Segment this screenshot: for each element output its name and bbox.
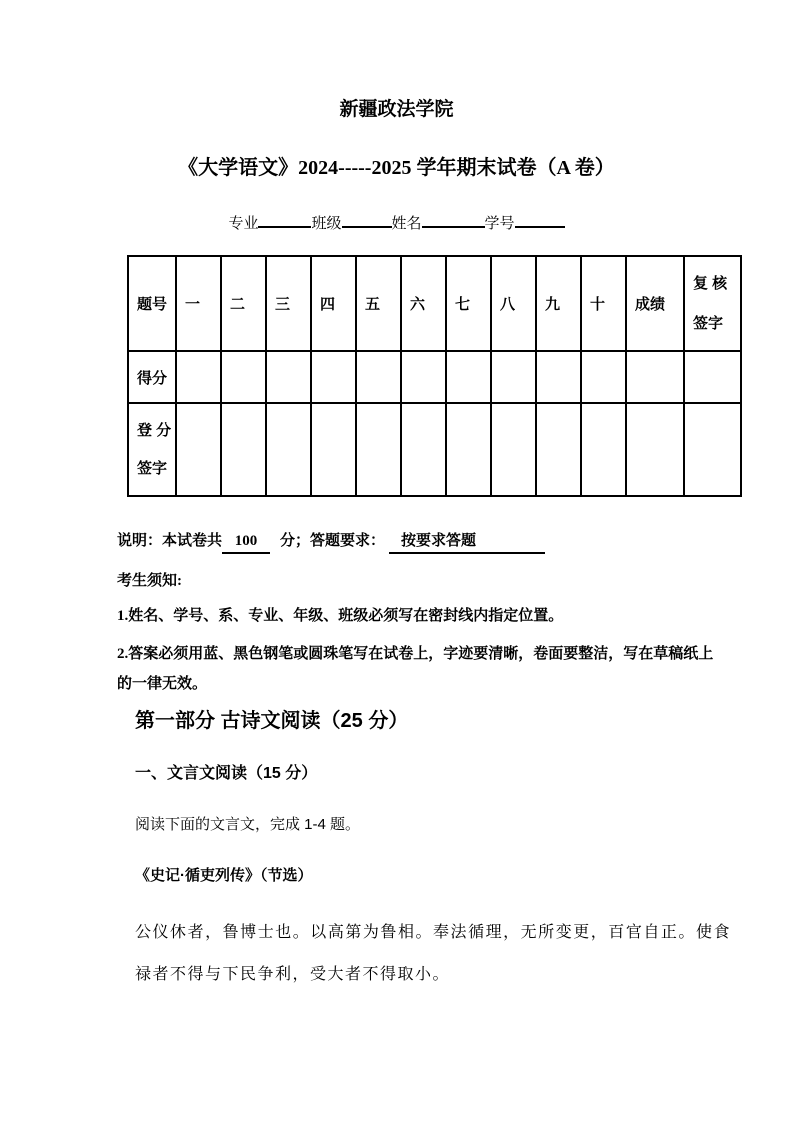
form-field-name [392,216,485,232]
question-column-5: 五 [356,256,401,351]
score-table-header-row [128,256,741,351]
exam-title: 《大学语文》2024-----2025 学年期末试卷（A 卷） [178,157,615,179]
major-blank-line [258,212,311,228]
score-cell [581,351,626,403]
question-column-1: 一 [176,256,221,351]
sign-row-label [128,403,176,496]
notice-item-1: 1.姓名、学号、系、专业、年级、班级必须写在密封线内指定位置。 [117,608,564,624]
total-points-blank [222,530,270,554]
note-suffix: 分；答题要求： [280,533,386,549]
sign-cell [356,403,401,496]
note-prefix: 说明：本试卷共 [117,533,223,549]
answer-requirement-blank [389,530,545,554]
major-label: 专业 [228,216,259,232]
student-id-blank-line [515,212,565,228]
sign-cell [221,403,266,496]
sign-cell [401,403,446,496]
score-cell [446,351,491,403]
score-cell [536,351,581,403]
score-cell [491,351,536,403]
passage-text: 公仪休者，鲁博士也。以高第为鲁相。奉法循理，无所变更，百官自正。使食禄者不得与下民争利，受大者不得取小。 [135,924,731,983]
question-column-8: 八 [491,256,536,351]
score-cell [311,351,356,403]
question-column-9: 九 [536,256,581,351]
student-info-form-line [0,212,793,235]
sign-row-line2: 签字 [137,459,168,477]
name-blank-line [422,212,485,228]
review-sign-column-header [684,256,741,351]
question-column-2: 二 [221,256,266,351]
sign-cell [446,403,491,496]
sign-cell [176,403,221,496]
review-sign-line2: 签字 [693,314,724,332]
score-cell [356,351,401,403]
form-field-class [311,216,391,232]
sign-cell [684,403,741,496]
question-column-6: 六 [401,256,446,351]
form-field-major [228,216,311,232]
score-table [127,255,742,497]
answer-requirement-value: 按要求答题 [401,533,477,549]
notice-item-2: 2.答案必须用蓝、黑色钢笔或圆珠笔写在试卷上，字迹要清晰，卷面要整洁，写在草稿纸上的一律无效。 [117,646,714,692]
notice-title: 考生须知: [117,573,182,589]
question-column-4: 四 [311,256,356,351]
sign-cell [536,403,581,496]
student-id-label: 学号 [484,216,515,232]
score-column-header: 成绩 [626,256,684,351]
class-label: 班级 [311,216,342,232]
school-name: 新疆政法学院 [339,99,454,120]
score-cell [684,351,741,403]
class-blank-line [342,212,392,228]
question-number-corner-cell: 题号 [128,256,176,351]
sign-cell [491,403,536,496]
sign-cell [626,403,684,496]
question-column-7: 七 [446,256,491,351]
exam-note-line [117,530,793,554]
score-row-label: 得分 [128,351,176,403]
question-column-3: 三 [266,256,311,351]
score-cell [266,351,311,403]
source-title: 《史记·循吏列传》（节选） [135,867,313,884]
form-field-student-id [485,216,565,232]
sign-row-line1: 登 分 [137,421,172,439]
sign-cell [311,403,356,496]
score-cell [626,351,684,403]
sign-cell [266,403,311,496]
review-sign-line1: 复 核 [693,274,728,292]
sign-row [128,403,741,496]
score-cell [176,351,221,403]
name-label: 姓名 [391,216,422,232]
section-heading: 一、文言文阅读（15 分） [135,765,318,782]
sign-cell [581,403,626,496]
reading-instruction: 阅读下面的文言文，完成 1-4 题。 [135,816,361,833]
part-heading: 第一部分 古诗文阅读（25 分） [135,710,409,732]
question-column-10: 十 [581,256,626,351]
score-cell [221,351,266,403]
score-row [128,351,741,403]
total-points-value: 100 [234,533,258,549]
score-cell [401,351,446,403]
